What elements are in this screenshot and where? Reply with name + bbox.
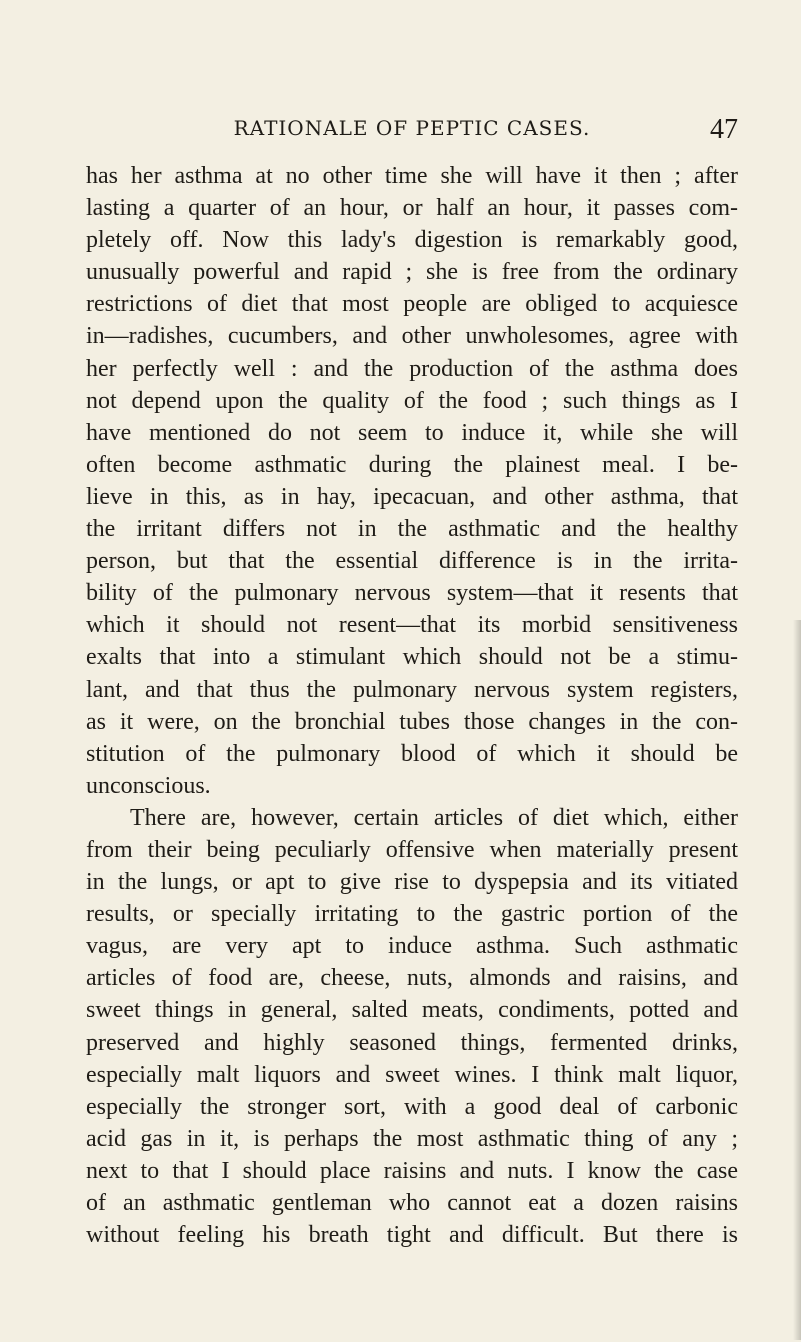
text-line-paragraph-start: There are, however, certain articles of diet which, either	[130, 804, 738, 831]
text-line: person, but that the essential difference is in the irrita-	[86, 548, 738, 575]
text-line: lasting a quarter of an hour, or half an hour, it passes com-	[86, 195, 738, 222]
text-line: have mentioned do not seem to induce it, while she will	[86, 419, 738, 446]
body-text	[86, 160, 738, 1251]
text-line: from their being peculiarly offensive when materially present	[86, 836, 738, 863]
text-line-paragraph-end: unconscious.	[86, 772, 211, 799]
running-head	[86, 116, 738, 146]
text-line: in—radishes, cucumbers, and other unwholesomes, agree with	[86, 323, 738, 350]
text-line: especially malt liquors and sweet wines. I think malt liquor,	[86, 1061, 738, 1088]
text-line: in the lungs, or apt to give rise to dyspepsia and its vitiated	[86, 869, 738, 896]
text-line: which it should not resent—that its morbid sensitiveness	[86, 612, 738, 639]
text-line: stitution of the pulmonary blood of which it should be	[86, 740, 738, 767]
text-line: sweet things in general, salted meats, condiments, potted and	[86, 997, 738, 1024]
text-line: as it were, on the bronchial tubes those changes in the con-	[86, 708, 738, 735]
text-line: her perfectly well : and the production of the asthma does	[86, 355, 738, 382]
text-line: exalts that into a stimulant which should not be a stimu-	[86, 644, 738, 671]
text-line: unusually powerful and rapid ; she is free from the ordinary	[86, 259, 738, 286]
text-line: restrictions of diet that most people are obliged to acquiesce	[86, 291, 738, 318]
running-title: RATIONALE OF PEPTIC CASES.	[233, 116, 591, 140]
text-line: preserved and highly seasoned things, fermented drinks,	[86, 1029, 738, 1056]
page-edge-shadow	[793, 620, 801, 1340]
text-line: acid gas in it, is perhaps the most asthmatic thing of any ;	[86, 1125, 738, 1152]
text-line: especially the stronger sort, with a good deal of carbonic	[86, 1093, 738, 1120]
text-line: of an asthmatic gentleman who cannot eat a dozen raisins	[86, 1190, 738, 1216]
text-line: not depend upon the quality of the food ; such things as I	[86, 387, 738, 414]
text-line: has her asthma at no other time she will have it then ; after	[86, 163, 738, 189]
text-line: lieve in this, as in hay, ipecacuan, and other asthma, that	[86, 483, 738, 510]
text-line: without feeling his breath tight and difficult. But there is	[86, 1222, 738, 1249]
page-number: 47	[710, 114, 738, 145]
text-line: lant, and that thus the pulmonary nervous system registers,	[86, 676, 738, 703]
text-line: bility of the pulmonary nervous system—that it resents that	[86, 580, 738, 607]
text-line: the irritant differs not in the asthmatic and the healthy	[86, 516, 738, 543]
text-line: often become asthmatic during the plainest meal. I be-	[86, 451, 738, 478]
text-line: vagus, are very apt to induce asthma. Such asthmatic	[86, 933, 738, 960]
text-line: pletely off. Now this lady's digestion is remarkably good,	[86, 227, 738, 254]
text-line: next to that I should place raisins and nuts. I know the case	[86, 1157, 738, 1184]
text-line: articles of food are, cheese, nuts, almonds and raisins, and	[86, 965, 738, 992]
text-line: results, or specially irritating to the gastric portion of the	[86, 901, 738, 928]
